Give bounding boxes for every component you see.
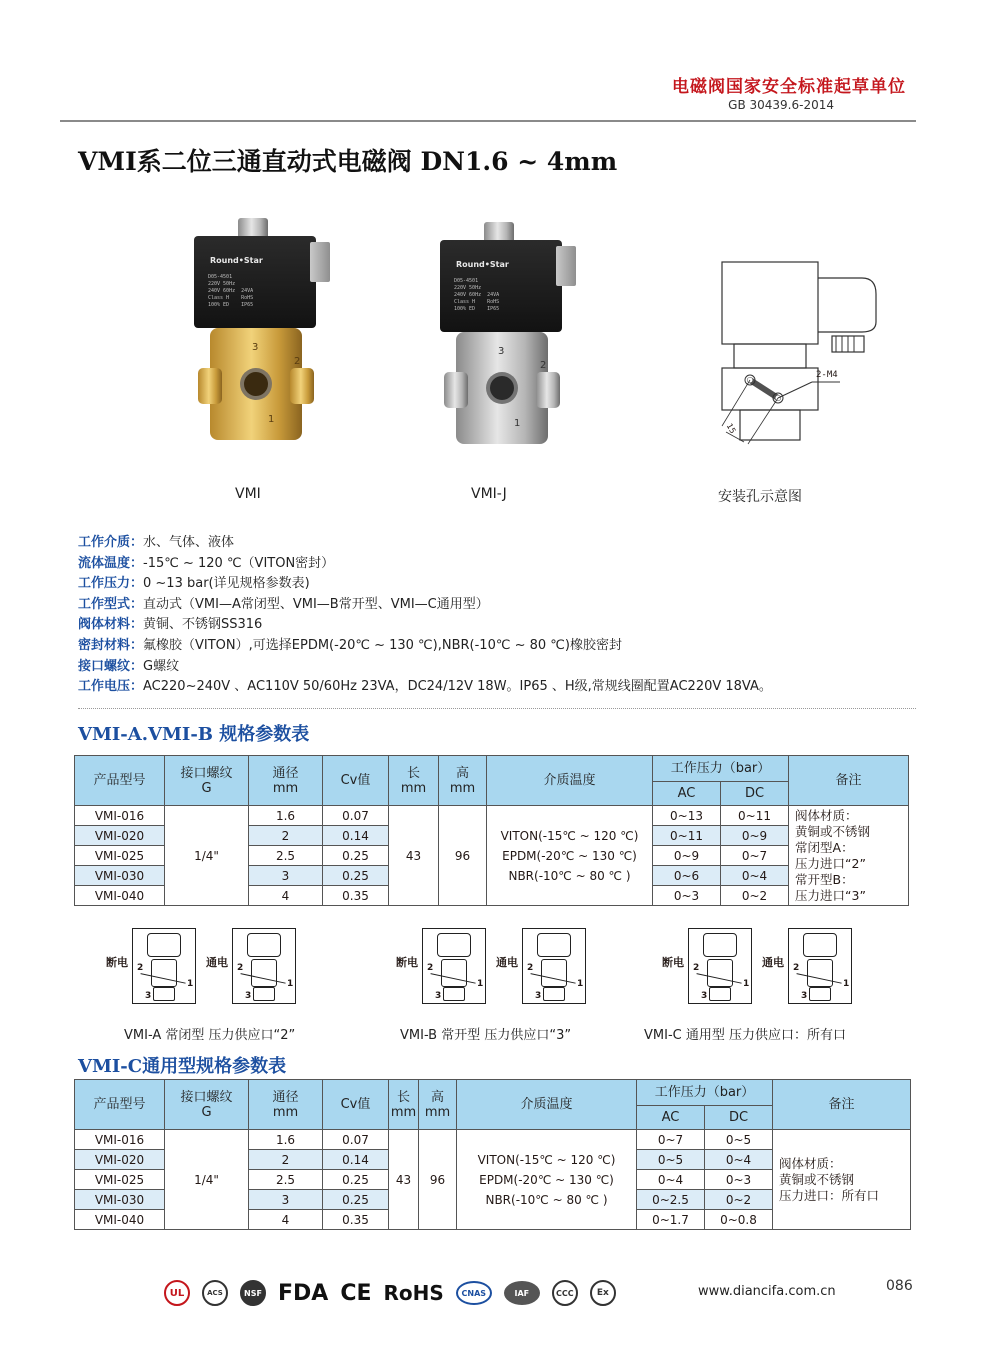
section-divider <box>78 708 916 709</box>
cell-ac: 0~2.5 <box>637 1190 705 1210</box>
port-number: 2 <box>527 963 534 973</box>
feature-key: 阀体材料： <box>78 617 144 633</box>
installation-drawing-svg <box>712 256 882 456</box>
port-label: 1 <box>268 414 275 425</box>
port-number: 3 <box>435 991 442 1001</box>
installation-hole-drawing <box>712 256 882 456</box>
coil-image <box>440 240 562 332</box>
header-medium: 介质温度 <box>487 756 653 806</box>
page-number: 086 <box>886 1278 913 1294</box>
section-title-c: VMI-C通用型规格参数表 <box>78 1056 287 1077</box>
port-number: 1 <box>187 979 194 989</box>
ce-logo: CE <box>340 1280 372 1306</box>
table-row <box>75 1130 911 1150</box>
rohs-logo: RoHS <box>383 1281 444 1305</box>
valve-diagram <box>422 928 486 1004</box>
port-number: 2 <box>427 963 434 973</box>
diagram-base <box>809 987 831 1001</box>
diagram-caption: VMI-C 通用型 压力供应口：所有口 <box>644 1028 846 1043</box>
cell-length: 43 <box>389 1130 419 1230</box>
cell-thread: 1/4" <box>165 1130 249 1230</box>
header-thread: 接口螺纹 G <box>165 756 249 806</box>
header-pressure: 工作压力（bar） <box>653 756 789 782</box>
cell-dc: 0~9 <box>721 826 789 846</box>
diagram-base <box>443 987 465 1001</box>
port-number: 3 <box>245 991 252 1001</box>
diagram-caption: VMI-A 常闭型 压力供应口“2” <box>124 1028 296 1043</box>
ccc-logo: CCC <box>552 1280 578 1306</box>
cell-bore: 2 <box>249 1150 323 1170</box>
header-height: 高 mm <box>439 756 487 806</box>
cell-bore: 2.5 <box>249 1170 323 1190</box>
feature-item <box>78 615 772 636</box>
header-cv: Cv值 <box>323 1080 389 1130</box>
port-right <box>536 372 560 408</box>
cell-ac: 0~9 <box>653 846 721 866</box>
cell-bore: 2 <box>249 826 323 846</box>
header-medium: 介质温度 <box>457 1080 637 1130</box>
cell-ac: 0~5 <box>637 1150 705 1170</box>
cell-dc: 0~2 <box>705 1190 773 1210</box>
feature-key: 流体温度： <box>78 555 144 571</box>
port-label: 1 <box>514 418 521 429</box>
port-label: 2 <box>540 360 547 371</box>
header-bore: 通径 mm <box>249 756 323 806</box>
ex-logo: Ex <box>590 1280 616 1306</box>
header-ac: AC <box>637 1106 705 1130</box>
feature-value: 直动式（VMI—A常闭型、VMI—B常开型、VMI—C通用型） <box>143 596 489 612</box>
power-off-label: 断电 <box>662 956 684 969</box>
header-remark: 备注 <box>773 1080 911 1130</box>
product-vmi-j <box>440 222 590 462</box>
port-number: 3 <box>535 991 542 1001</box>
cell-cv: 0.14 <box>323 1150 389 1170</box>
cell-bore: 2.5 <box>249 846 323 866</box>
cell-model: VMI-016 <box>75 806 165 826</box>
cell-dc: 0~4 <box>721 866 789 886</box>
valve-diagram <box>688 928 752 1004</box>
cell-medium: VITON(-15℃ ~ 120 ℃) EPDM(-20℃ ~ 130 ℃) NBR(-10℃ ~ 80 ℃ ) <box>457 1130 637 1230</box>
cell-remark: 阀体材质： 黄铜或不锈钢 压力进口：所有口 <box>773 1130 911 1230</box>
coil-spec: D05-4501 220V 50Hz 240V 60Hz 24VA Class H RoHS 100% ED IP65 <box>208 274 254 308</box>
power-off-label: 断电 <box>106 956 128 969</box>
diagram-caption: VMI-B 常开型 压力供应口“3” <box>400 1028 572 1043</box>
header-height: 高 mm <box>419 1080 457 1130</box>
cell-model: VMI-030 <box>75 1190 165 1210</box>
cell-dc: 0~4 <box>705 1150 773 1170</box>
ul-logo: UL <box>164 1280 190 1306</box>
cell-medium: VITON(-15℃ ~ 120 ℃) EPDM(-20℃ ~ 130 ℃) NBR(-10℃ ~ 80 ℃ ) <box>487 806 653 906</box>
thread-callout: 2-M4 <box>816 370 838 380</box>
cell-dc: 0~2 <box>721 886 789 906</box>
feature-item <box>78 533 772 554</box>
page-title: VMI系二位三通直动式电磁阀 DN1.6 ~ 4mm <box>78 147 618 176</box>
cnas-logo: CNAS <box>456 1281 492 1305</box>
iaf-logo: IAF <box>504 1281 540 1305</box>
cell-model: VMI-030 <box>75 866 165 886</box>
cell-model: VMI-025 <box>75 1170 165 1190</box>
cell-model: VMI-016 <box>75 1130 165 1150</box>
header-model: 产品型号 <box>75 756 165 806</box>
feature-item <box>78 636 772 657</box>
cell-bore: 3 <box>249 1190 323 1210</box>
cell-length: 43 <box>389 806 439 906</box>
cell-cv: 0.25 <box>323 846 389 866</box>
port-right <box>290 368 314 404</box>
certification-logos <box>164 1278 616 1308</box>
feature-list <box>78 533 772 698</box>
feature-key: 接口螺纹： <box>78 658 144 674</box>
feature-item <box>78 595 772 616</box>
website-url[interactable]: www.diancifa.com.cn <box>698 1284 836 1299</box>
feature-item <box>78 657 772 678</box>
cell-model: VMI-020 <box>75 1150 165 1170</box>
cell-ac: 0~3 <box>653 886 721 906</box>
port-left <box>444 372 468 408</box>
diagram-base <box>709 987 731 1001</box>
port-center <box>240 368 272 400</box>
diagram-base <box>543 987 565 1001</box>
feature-item <box>78 677 772 698</box>
port-left <box>198 368 222 404</box>
diagram-coil <box>803 933 837 957</box>
power-on-label: 通电 <box>206 956 228 969</box>
cell-bore: 1.6 <box>249 1130 323 1150</box>
feature-value: -15℃ ~ 120 ℃（VITON密封） <box>143 555 335 571</box>
power-on-label: 通电 <box>496 956 518 969</box>
header-divider <box>60 120 916 122</box>
port-number: 2 <box>237 963 244 973</box>
cell-cv: 0.35 <box>323 886 389 906</box>
product-label-installation: 安装孔示意图 <box>718 489 802 505</box>
acs-logo: ACS <box>202 1280 228 1306</box>
cell-ac: 0~13 <box>653 806 721 826</box>
diagram-coil <box>537 933 571 957</box>
header-model: 产品型号 <box>75 1080 165 1130</box>
header-length: 长 mm <box>389 1080 419 1130</box>
valve-diagram <box>522 928 586 1004</box>
port-number: 1 <box>577 979 584 989</box>
cell-model: VMI-040 <box>75 886 165 906</box>
feature-item <box>78 554 772 575</box>
port-number: 3 <box>145 991 152 1001</box>
feature-key: 密封材料： <box>78 637 144 653</box>
coil-brand: Round•Star <box>456 260 509 269</box>
cell-cv: 0.25 <box>323 866 389 886</box>
port-number: 1 <box>743 979 750 989</box>
cell-bore: 4 <box>249 886 323 906</box>
feature-value: AC220~240V 、AC110V 50/60Hz 23VA，DC24/12V 18W。IP65 、H级,常规线圈配置AC220V 18VA。 <box>143 679 772 695</box>
port-label: 3 <box>498 346 505 357</box>
header-dc: DC <box>721 782 789 806</box>
valve-diagram <box>232 928 296 1004</box>
header-dc: DC <box>705 1106 773 1130</box>
port-label: 2 <box>294 356 301 367</box>
power-on-label: 通电 <box>762 956 784 969</box>
power-off-label: 断电 <box>396 956 418 969</box>
diagram-coil <box>437 933 471 957</box>
diagram-coil <box>703 933 737 957</box>
dimension-callout: 15 <box>724 421 738 436</box>
feature-key: 工作压力： <box>78 576 144 592</box>
cell-dc: 0~3 <box>705 1170 773 1190</box>
cell-cv: 0.07 <box>323 1130 389 1150</box>
header-bore: 通径 mm <box>249 1080 323 1130</box>
cell-model: VMI-025 <box>75 846 165 866</box>
header-ac: AC <box>653 782 721 806</box>
nsf-logo: NSF <box>240 1280 266 1306</box>
feature-value: 水、气体、液体 <box>143 535 235 550</box>
cell-cv: 0.07 <box>323 806 389 826</box>
product-label-vmi: VMI <box>235 486 261 502</box>
coil-image <box>194 236 316 328</box>
table-row <box>75 806 909 826</box>
feature-value: 氟橡胶（VITON）,可选择EPDM(-20℃ ~ 130 ℃),NBR(-10℃ ~ 80 ℃)橡胶密封 <box>143 637 622 653</box>
cell-cv: 0.25 <box>323 1190 389 1210</box>
connector-pins <box>310 242 330 282</box>
cell-ac: 0~4 <box>637 1170 705 1190</box>
cell-bore: 4 <box>249 1210 323 1230</box>
cell-dc: 0~0.8 <box>705 1210 773 1230</box>
cell-dc: 0~5 <box>705 1130 773 1150</box>
port-center <box>486 372 518 404</box>
header-cv: Cv值 <box>323 756 389 806</box>
coil-brand: Round•Star <box>210 256 263 265</box>
coil-spec: D05-4501 220V 50Hz 240V 60Hz 24VA Class H RoHS 100% ED IP65 <box>454 278 500 312</box>
cell-remark: 阀体材质： 黄铜或不锈钢 常闭型A： 压力进口“2” 常开型B： 压力进口“3” <box>789 806 909 906</box>
cell-ac: 0~11 <box>653 826 721 846</box>
feature-key: 工作电压： <box>78 679 144 695</box>
cell-dc: 0~7 <box>721 846 789 866</box>
port-number: 1 <box>477 979 484 989</box>
cell-dc: 0~11 <box>721 806 789 826</box>
header-remark: 备注 <box>789 756 909 806</box>
cell-model: VMI-040 <box>75 1210 165 1230</box>
port-number: 3 <box>701 991 708 1001</box>
cell-height: 96 <box>439 806 487 906</box>
cell-height: 96 <box>419 1130 457 1230</box>
cell-cv: 0.14 <box>323 826 389 846</box>
header-organization: 电磁阀国家安全标准起草单位 <box>672 77 906 97</box>
cell-model: VMI-020 <box>75 826 165 846</box>
header-pressure: 工作压力（bar） <box>637 1080 773 1106</box>
fda-logo: FDA <box>278 1280 329 1306</box>
port-number: 1 <box>287 979 294 989</box>
port-label: 3 <box>252 342 259 353</box>
header-thread: 接口螺纹 G <box>165 1080 249 1130</box>
feature-item <box>78 574 772 595</box>
product-vmi <box>194 218 344 458</box>
diagram-coil <box>247 933 281 957</box>
port-number: 3 <box>801 991 808 1001</box>
port-number: 1 <box>843 979 850 989</box>
feature-key: 工作介质： <box>78 535 144 550</box>
cell-ac: 0~6 <box>653 866 721 886</box>
cell-thread: 1/4" <box>165 806 249 906</box>
feature-value: 黄铜、不锈钢SS316 <box>143 617 263 633</box>
diagram-coil <box>147 933 181 957</box>
cell-ac: 0~1.7 <box>637 1210 705 1230</box>
section-title-ab: VMI-A.VMI-B 规格参数表 <box>78 724 310 745</box>
connector-pins <box>556 246 576 286</box>
port-number: 2 <box>793 963 800 973</box>
feature-key: 工作型式： <box>78 596 144 612</box>
product-label-vmi-j: VMI-J <box>471 486 507 502</box>
valve-diagram <box>788 928 852 1004</box>
cell-bore: 1.6 <box>249 806 323 826</box>
diagram-base <box>153 987 175 1001</box>
feature-value: 0 ~13 bar(详见规格参数表) <box>143 576 310 592</box>
header-standard: GB 30439.6-2014 <box>728 98 834 112</box>
port-number: 2 <box>137 963 144 973</box>
spec-table-c <box>74 1079 911 1230</box>
cell-cv: 0.25 <box>323 1170 389 1190</box>
feature-value: G螺纹 <box>143 658 180 674</box>
cell-ac: 0~7 <box>637 1130 705 1150</box>
cell-cv: 0.35 <box>323 1210 389 1230</box>
port-number: 2 <box>693 963 700 973</box>
diagram-base <box>253 987 275 1001</box>
cell-bore: 3 <box>249 866 323 886</box>
spec-table-ab <box>74 755 909 906</box>
valve-diagram <box>132 928 196 1004</box>
header-length: 长 mm <box>389 756 439 806</box>
